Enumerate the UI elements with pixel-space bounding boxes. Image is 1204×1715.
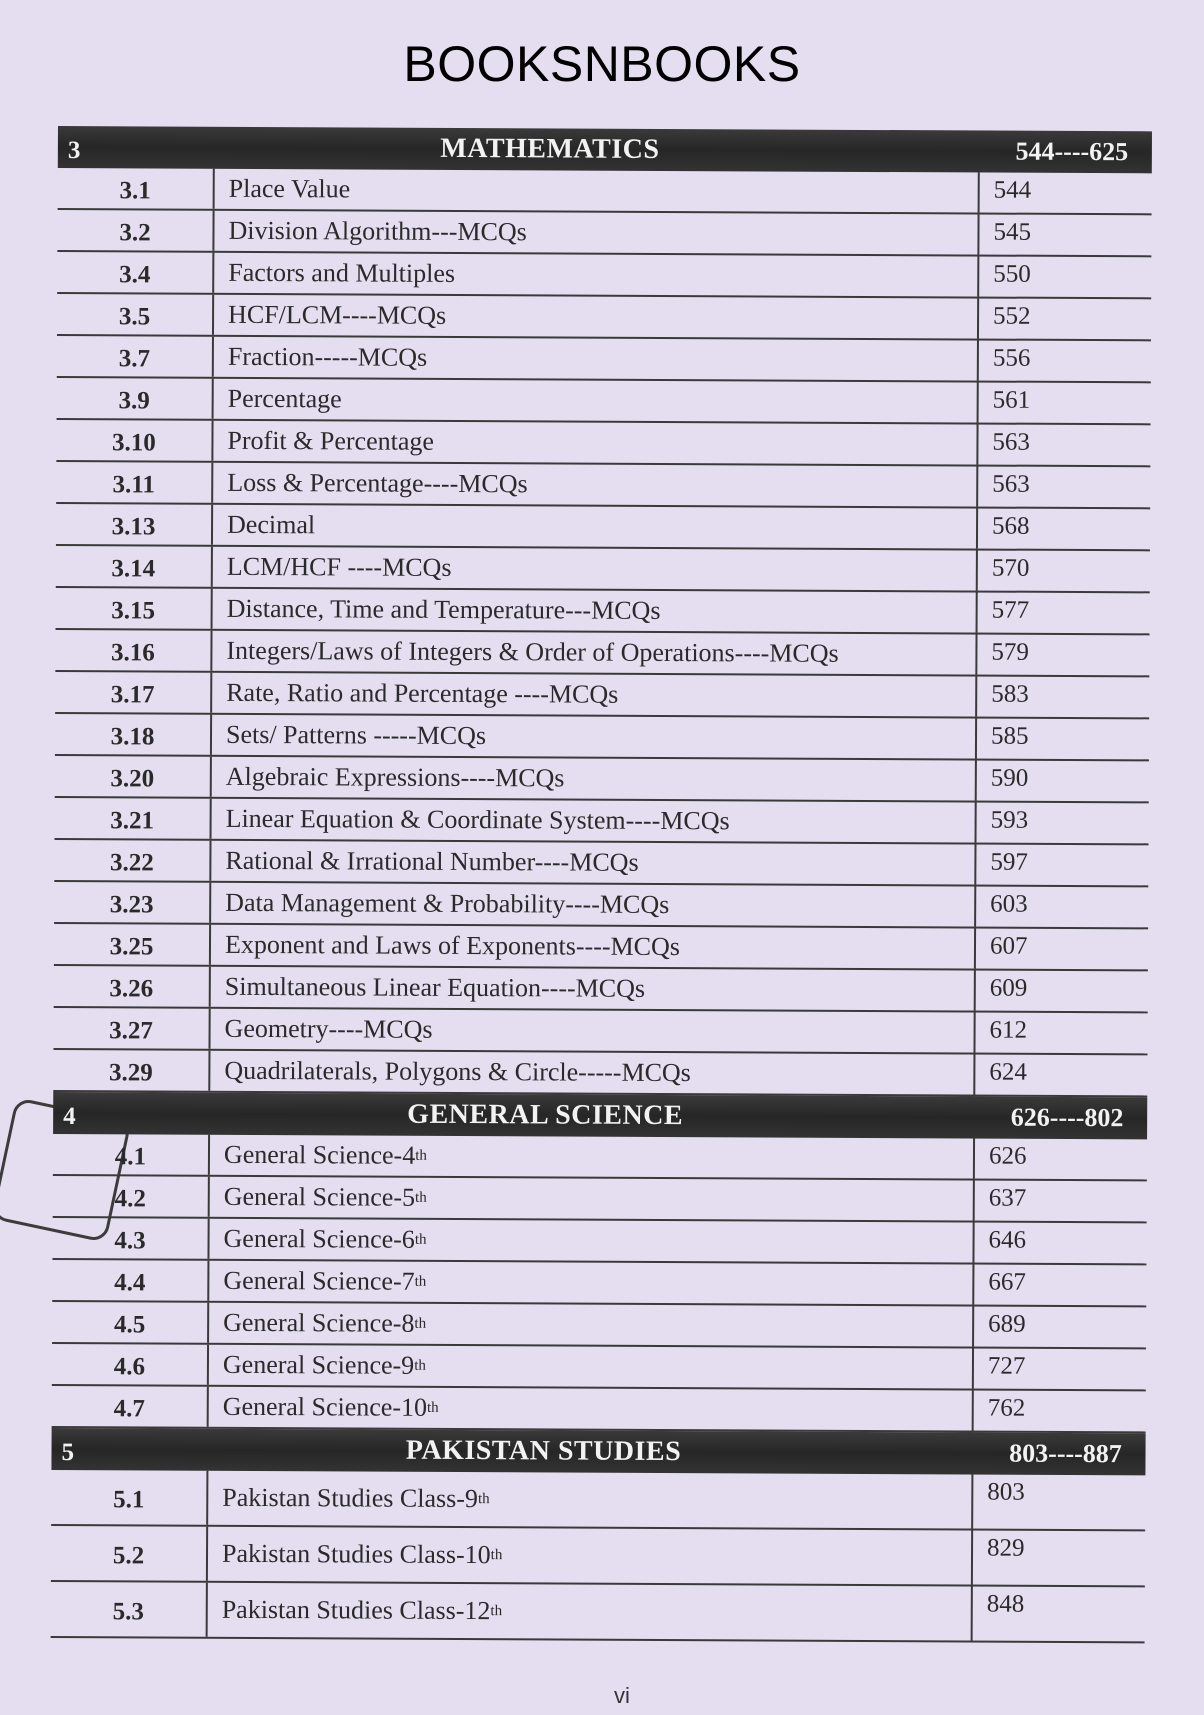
topic-cell [212,211,979,255]
toc-row [55,630,1149,677]
topic-number: 3.11 [112,471,156,499]
page-number-cell: 607 [989,932,1028,960]
section-title: GENERAL SCIENCE [407,1098,684,1132]
topic-number: 3.7 [118,345,151,373]
topic-cell [210,631,977,675]
topic-title: Profit & Percentage [227,425,435,456]
toc-row [54,924,1148,971]
topic-number: 4.7 [113,1395,145,1423]
topic-cell [209,925,976,969]
page-number: vi [614,1683,630,1708]
ordinal-suffix: th [414,1315,427,1332]
topic-title: Pakistan Studies Class-12 [221,1594,491,1626]
topic-number: 5.1 [113,1486,145,1514]
topic-title: Simultaneous Linear Equation----MCQs [224,971,646,1003]
topic-title: General Science-6 [223,1223,415,1254]
topic-number: 4.3 [114,1227,146,1255]
page-number-cell: 624 [989,1058,1027,1086]
topic-number: 3.14 [111,555,156,583]
page-number-cell: 597 [990,848,1028,876]
topic-cell [207,1219,974,1263]
toc-row [52,1302,1146,1349]
topic-number: 3.5 [118,303,151,331]
toc-row [55,672,1149,719]
section-page-range: 626----802 [1010,1102,1124,1133]
ordinal-suffix: th [415,1189,427,1206]
topic-title: Place Value [228,173,351,204]
toc-row [56,462,1150,509]
topic-title: Geometry----MCQs [224,1013,433,1044]
toc-row [51,1470,1145,1531]
page-number-cell: 603 [990,890,1028,918]
page-number-cell: 727 [987,1352,1026,1380]
section-number: 4 [63,1103,76,1131]
page-number-cell: 848 [986,1590,1025,1618]
page-number-cell: 803 [987,1478,1025,1506]
topic-number: 3.22 [109,849,154,877]
toc-row [57,294,1151,341]
page-number-cell: 667 [988,1268,1026,1296]
topic-number: 3.15 [111,597,156,625]
toc-row [53,1050,1147,1097]
ordinal-suffix: th [477,1490,490,1507]
page-number-cell: 545 [993,218,1032,246]
topic-title: General Science-4 [223,1139,416,1170]
section-number: 3 [67,137,81,165]
page-number-cell: 568 [991,512,1030,540]
ordinal-suffix: th [415,1147,427,1164]
topic-title: Decimal [226,509,316,540]
topic-title: Data Management & Probability----MCQs [225,887,670,919]
topic-title: General Science-7 [223,1265,415,1296]
ordinal-suffix: th [426,1399,439,1416]
topic-cell [212,379,979,423]
topic-cell [211,505,978,549]
topic-cell [206,1583,973,1641]
page-number-cell: 583 [991,680,1029,708]
topic-cell [212,253,979,297]
toc-row [53,1176,1147,1223]
topic-number: 3.4 [119,261,151,289]
topic-number: 4.1 [114,1143,147,1171]
page-number-cell: 561 [992,386,1031,414]
section-header [51,1428,1145,1475]
topic-title: General Science-8 [223,1307,415,1338]
section-header [58,126,1152,173]
ordinal-suffix: th [490,1602,503,1619]
page-number-cell: 829 [986,1534,1025,1562]
topic-title: LCM/HCF ----MCQs [226,551,452,582]
topic-number: 3.27 [109,1017,154,1045]
page-number-cell: 563 [992,470,1030,498]
topic-title: Integers/Laws of Integers & Order of Operations----MCQs [226,635,839,668]
topic-number: 4.2 [114,1185,146,1213]
topic-cell [207,1345,974,1389]
page-number-cell: 609 [989,974,1028,1002]
topic-number: 3.10 [112,429,156,457]
toc-row [57,336,1151,383]
topic-cell [211,547,978,591]
ordinal-suffix: th [414,1357,426,1374]
topic-number: 5.2 [112,1542,145,1570]
topic-cell [211,463,978,507]
toc-row [55,756,1149,803]
topic-cell [208,1051,975,1095]
topic-title: Distance, Time and Temperature---MCQs [226,593,661,625]
section-page-range: 803----887 [1009,1438,1122,1469]
page-number-cell: 544 [993,176,1032,204]
toc-row [56,588,1150,635]
section-title: PAKISTAN STUDIES [405,1434,682,1468]
topic-title: Rate, Ratio and Percentage ----MCQs [226,677,619,709]
topic-cell [207,1303,974,1347]
toc-row [52,1260,1146,1307]
ordinal-suffix: th [414,1273,427,1290]
toc-row [56,504,1150,551]
toc-row [52,1386,1146,1433]
page-number-cell: 689 [988,1310,1026,1338]
toc-row [57,210,1151,257]
topic-number: 5.3 [112,1598,144,1626]
topic-title: HCF/LCM----MCQs [228,299,447,330]
toc-row [55,714,1149,761]
section-header [53,1092,1147,1139]
toc-row [53,1134,1147,1181]
topic-title: Sets/ Patterns -----MCQs [225,719,487,751]
topic-cell [207,1387,974,1431]
topic-cell [206,1471,973,1529]
toc-row [55,798,1149,845]
page-number-cell: 563 [992,428,1031,456]
topic-cell [213,169,980,213]
topic-cell [210,673,977,717]
topic-cell [209,841,976,885]
topic-cell [211,589,978,633]
topic-number: 3.25 [109,933,154,961]
toc-row [52,1344,1146,1391]
toc-row [51,1526,1145,1587]
page-number-cell: 579 [991,638,1030,666]
toc-row [57,378,1151,425]
topic-cell [209,883,976,927]
ordinal-suffix: th [490,1546,503,1563]
page-number-cell: 590 [990,764,1029,792]
topic-cell [210,715,977,759]
topic-number: 3.16 [110,639,155,667]
table-of-contents [51,126,1152,1643]
topic-number: 3.17 [110,681,155,709]
topic-cell [211,421,978,465]
toc-row [57,252,1151,299]
topic-number: 3.18 [110,723,155,751]
section-title: MATHEMATICS [440,132,660,165]
topic-title: General Science-5 [223,1181,416,1212]
topic-number: 3.20 [110,765,155,793]
toc-row [54,882,1148,929]
topic-number: 3.2 [119,219,151,247]
toc-row [52,1218,1146,1265]
page-number-cell: 577 [991,596,1030,624]
page-number-cell: 626 [988,1142,1027,1170]
topic-number: 4.5 [113,1311,146,1339]
page-number-cell: 612 [989,1016,1028,1044]
page-number-cell: 552 [993,302,1031,330]
topic-number: 3.13 [111,513,156,541]
toc-row [53,1008,1147,1055]
topic-number: 3.23 [109,891,154,919]
topic-cell [212,337,979,381]
topic-title: Exponent and Laws of Exponents----MCQs [224,929,680,962]
topic-title: Factors and Multiples [228,257,456,288]
topic-cell [208,1177,975,1221]
toc-row [54,840,1148,887]
topic-title: Division Algorithm---MCQs [228,215,527,247]
topic-cell [210,799,977,843]
topic-number: 4.6 [113,1353,146,1381]
topic-title: Percentage [227,383,342,414]
page-number-cell: 637 [988,1184,1027,1212]
topic-cell [208,1135,975,1179]
ordinal-suffix: th [414,1231,427,1248]
toc-row [58,168,1152,215]
topic-cell [207,1261,974,1305]
topic-title: Linear Equation & Coordinate System----MCQs [225,803,730,836]
toc-row [56,420,1150,467]
page-number-cell: 550 [993,260,1031,288]
toc-row [51,1582,1145,1643]
topic-number: 3.9 [118,387,150,415]
section-page-range: 544----625 [1015,136,1129,167]
topic-title: Pakistan Studies Class-9 [222,1482,479,1514]
topic-number: 3.1 [119,177,151,205]
topic-title: Fraction-----MCQs [227,341,428,372]
page-number-cell: 556 [992,344,1031,372]
topic-cell [210,757,977,801]
topic-cell [212,295,979,339]
topic-title: Quadrilaterals, Polygons & Circle-----MCQs [224,1055,691,1088]
topic-number: 3.21 [110,807,155,835]
topic-number: 3.26 [109,975,154,1003]
section-number: 5 [61,1439,75,1467]
page-number-cell: 593 [990,806,1029,834]
topic-cell [206,1527,973,1585]
toc-row [54,966,1148,1013]
topic-title: General Science-10 [222,1391,428,1422]
topic-cell [209,967,976,1011]
topic-cell [208,1009,975,1053]
page-number-cell: 762 [987,1394,1026,1422]
topic-title: Loss & Percentage----MCQs [227,467,528,499]
topic-title: Rational & Irrational Number----MCQs [225,845,639,877]
topic-title: Algebraic Expressions----MCQs [225,761,565,793]
toc-row [56,546,1150,593]
watermark-text: BOOKSNBOOKS [403,36,801,92]
topic-number: 3.29 [108,1059,153,1087]
topic-number: 4.4 [114,1269,146,1297]
page-number-cell: 646 [988,1226,1027,1254]
topic-title: General Science-9 [222,1349,415,1380]
topic-title: Pakistan Studies Class-10 [221,1538,491,1570]
page-number-cell: 585 [990,722,1029,750]
page-number-cell: 570 [991,554,1030,582]
